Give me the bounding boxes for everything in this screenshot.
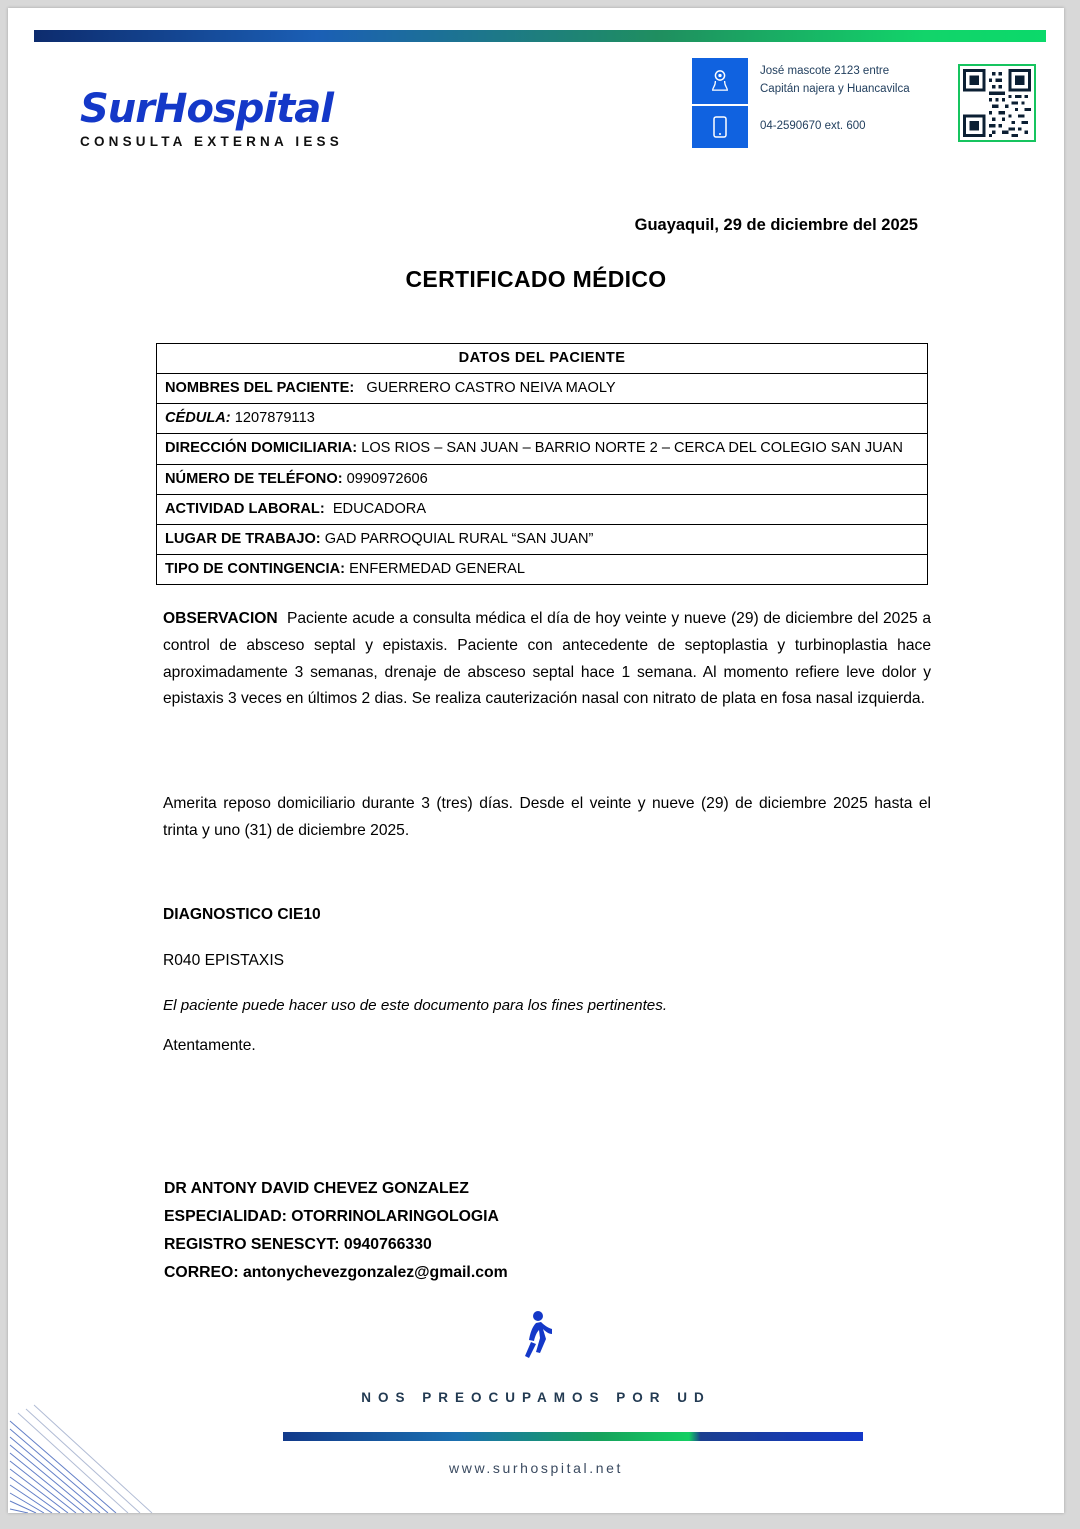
- row-label: NOMBRES DEL PACIENTE:: [165, 380, 355, 397]
- table-row: [157, 464, 928, 494]
- row-label: DIRECCIÓN DOMICILIARIA:: [165, 440, 358, 457]
- logo-subtitle: CONSULTA EXTERNA IESS: [80, 134, 343, 149]
- table-row: [157, 374, 928, 404]
- doctor-specialty: ESPECIALIDAD: OTORRINOLARINGOLOGIA: [164, 1208, 499, 1226]
- row-value: EDUCADORA: [332, 500, 427, 517]
- observation-label: OBSERVACION: [163, 610, 278, 627]
- observation-text: Paciente acude a consulta médica el día de hoy veinte y nueve (29) de diciembre del 2025 a control de absceso septal y epistaxis. Paciente con antecedente de septoplastia y turbinoplastia hace aproximadamente 3 semanas, drenaje de absceso septal hace 1 semana. Al momento refiere leve dolor y epistaxis 3 veces en últimos 2 dias. Se realiza cauterización nasal con nitrato de plata en fosa nasal izquierda.: [163, 610, 931, 708]
- document-date: Guayaquil, 29 de diciembre del 2025: [634, 216, 918, 234]
- row-label: ACTIVIDAD LABORAL:: [165, 500, 325, 517]
- row-label: LUGAR DE TRABAJO:: [165, 530, 321, 547]
- row-value: GUERRERO CASTRO NEIVA MAOLY: [366, 380, 616, 397]
- table-row: [157, 494, 928, 524]
- page-title: CERTIFICADO MÉDICO: [405, 266, 667, 292]
- signature-block: [164, 1175, 508, 1287]
- rest-paragraph: Amerita reposo domiciliario durante 3 (tres) días. Desde el veinte y nueve (29) de diciembre 2025 hasta el trinta y uno (31) de diciembre 2025.: [163, 795, 931, 839]
- closing-regards: Atentamente.: [163, 1037, 256, 1054]
- row-value: ENFERMEDAD GENERAL: [349, 561, 526, 578]
- address-line-2: Capitán najera y Huancavilca: [760, 83, 910, 95]
- row-label: NÚMERO DE TELÉFONO:: [165, 470, 343, 487]
- logo-wordmark: SurHospital: [80, 86, 333, 132]
- address-row: [692, 58, 942, 104]
- running-person-icon: [8, 1308, 1064, 1375]
- row-value: 0990972606: [346, 470, 428, 487]
- map-pin-icon: [692, 58, 748, 104]
- footer-slogan: NOS PREOCUPAMOS POR UD: [361, 1390, 711, 1405]
- address-text: [748, 58, 910, 104]
- certificate-sheet: [8, 8, 1064, 1513]
- phone-text: [748, 106, 866, 148]
- row-label: CÉDULA:: [165, 410, 231, 427]
- row-value: LOS RIOS – SAN JUAN – BARRIO NORTE 2 – CERCA DEL COLEGIO SAN JUAN: [361, 440, 903, 457]
- row-label: TIPO DE CONTINGENCIA:: [165, 561, 345, 578]
- row-value: GAD PARROQUIAL RURAL “SAN JUAN”: [324, 530, 594, 547]
- doctor-name: DR ANTONY DAVID CHEVEZ GONZALEZ: [164, 1180, 469, 1197]
- observation-paragraph: [163, 606, 931, 713]
- doctor-email: CORREO: antonychevezgonzalez@gmail.com: [164, 1264, 508, 1282]
- table-row: [157, 524, 928, 554]
- header-contact-block: [692, 58, 942, 150]
- footer-url: www.surhospital.net: [449, 1460, 623, 1476]
- hospital-logo: [80, 88, 500, 149]
- address-line-1: José mascote 2123 entre: [760, 65, 890, 78]
- table-row: [157, 555, 928, 585]
- table-row: [157, 434, 928, 464]
- table-header-row: [157, 344, 928, 374]
- mobile-phone-icon: [692, 106, 748, 148]
- phone-row: [692, 106, 942, 148]
- phone-number: 04-2590670 ext. 600: [760, 120, 866, 133]
- doctor-registry: REGISTRO SENESCYT: 0940766330: [164, 1236, 432, 1254]
- usage-note: El paciente puede hacer uso de este documento para los fines pertinentes.: [163, 997, 668, 1014]
- patient-data-table: [156, 343, 928, 585]
- table-row: [157, 404, 928, 434]
- row-value: 1207879113: [234, 410, 315, 427]
- table-header-cell: DATOS DEL PACIENTE: [157, 344, 928, 374]
- diagnosis-title: DIAGNOSTICO CIE10: [163, 906, 321, 923]
- footer-gradient-bar: [283, 1432, 863, 1441]
- header-gradient-bar: [34, 30, 1046, 42]
- qr-code-icon: [958, 64, 1036, 142]
- diagnosis-code: R040 EPISTAXIS: [163, 952, 285, 969]
